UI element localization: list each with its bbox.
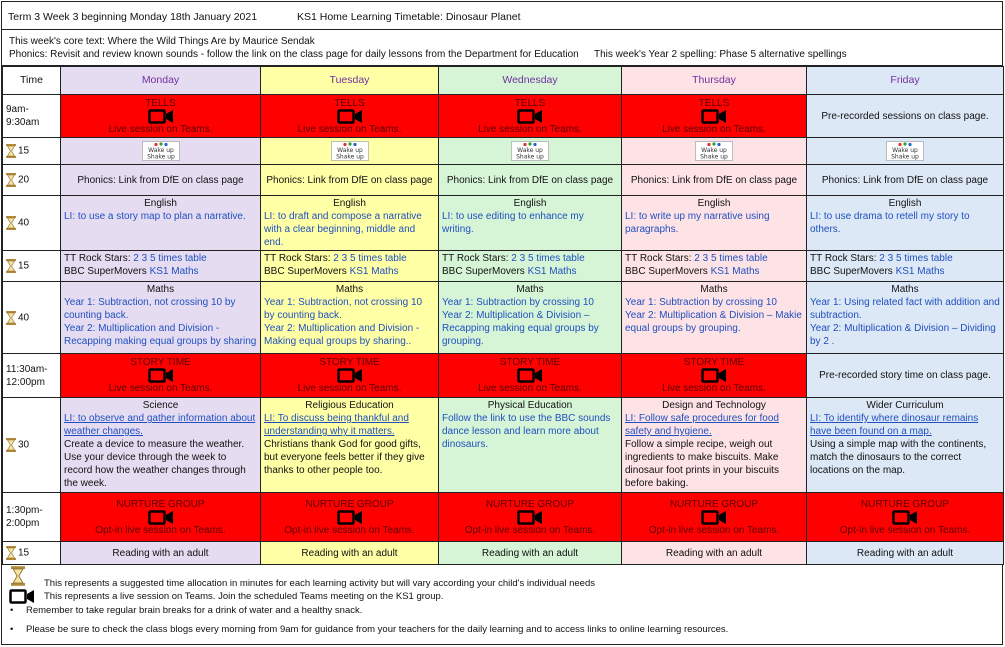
- subject-title: Physical Education: [487, 400, 573, 411]
- subject-title: Design and Technology: [662, 400, 766, 411]
- col-monday: Monday: [61, 67, 261, 95]
- wake-line1: Wake up: [892, 147, 918, 154]
- live-cell[interactable]: [622, 95, 807, 138]
- tt-link[interactable]: 2 3 5 times table: [879, 253, 953, 264]
- time-cell: 9am- 9:30am: [3, 95, 61, 138]
- video-camera-icon: [9, 589, 35, 604]
- live-title: TELLS: [514, 97, 546, 109]
- tt-cell: [261, 251, 439, 282]
- learning-intention: LI: to use drama to retell my story to others.: [810, 211, 970, 235]
- time-minutes: 40: [18, 217, 30, 229]
- hourglass-icon: [11, 566, 25, 586]
- live-note: Live session on Teams.: [108, 383, 213, 394]
- subject-title: Maths: [516, 284, 544, 295]
- bbc-label: BBC SuperMovers: [625, 266, 711, 277]
- activity-text: Using a simple map with the continents, match the dinosaurs to the correct locations on the map.: [810, 439, 987, 476]
- live-cell[interactable]: [61, 493, 261, 542]
- camera-note: This represents a live session on Teams. Join the scheduled Teams meeting on the KS1 group.: [44, 591, 444, 602]
- hourglass-note: This represents a suggested time allocation in minutes for each learning activity but will vary according your child's individual needs: [44, 578, 595, 589]
- live-note: Live session on Teams.: [478, 123, 582, 135]
- wake-up-cell[interactable]: [622, 138, 807, 165]
- col-time: Time: [3, 67, 61, 95]
- core-info: [2, 30, 1002, 66]
- subject-title: Maths: [146, 284, 175, 295]
- live-cell[interactable]: [261, 354, 439, 398]
- learning-intention-link[interactable]: LI: To identify where dinosaur remains have been found on a map.: [810, 413, 979, 437]
- col-friday: Friday: [807, 67, 1004, 95]
- wake-line2: Shake up: [516, 153, 544, 161]
- learning-intention: LI: to draft and compose a narrative with a clear beginning, middle and end.: [264, 211, 422, 248]
- live-note: Live session on Teams.: [108, 123, 213, 135]
- tt-cell: [61, 251, 261, 282]
- row-tells: [3, 95, 1004, 138]
- learning-intention: LI: to write up my narrative using paragraphs.: [625, 211, 770, 235]
- wake-line2: Shake up: [700, 153, 728, 161]
- video-camera-icon: [701, 510, 727, 525]
- phonics-wednesday[interactable]: Phonics: Link from DfE on class page: [439, 165, 622, 196]
- live-cell[interactable]: [439, 493, 622, 542]
- subject-title: Religious Education: [305, 400, 394, 411]
- video-camera-icon: [892, 510, 918, 525]
- pe-wednesday: [439, 398, 622, 493]
- col-wednesday: Wednesday: [439, 67, 622, 95]
- hourglass-icon: [6, 216, 16, 230]
- timetable-page: [1, 1, 1003, 645]
- live-title: NURTURE GROUP: [485, 498, 575, 510]
- live-cell[interactable]: [439, 354, 622, 398]
- reading-cell: Reading with an adult: [622, 542, 807, 565]
- maths-task: Year 1: Using related fact with addition and subtraction. Year 2: Multiplication & Division – Dividing by 2 .: [810, 297, 1000, 347]
- tt-label: TT Rock Stars:: [264, 253, 334, 264]
- hourglass-icon: [6, 259, 16, 273]
- row-wake-up: [3, 138, 1004, 165]
- learning-intention-link[interactable]: LI: to observe and gather information about weather changes.: [64, 413, 256, 437]
- footer-notes: [2, 566, 1002, 646]
- live-note: Live session on Teams.: [662, 383, 766, 394]
- subject-title: English: [888, 198, 922, 209]
- wake-line1: Wake up: [517, 147, 543, 154]
- bullet-brain-breaks: Remember to take regular brain breaks for a drink of water and a healthy snack.: [26, 605, 363, 616]
- wake-up-shake-up-logo: [886, 141, 924, 161]
- live-title: STORY TIME: [683, 357, 745, 368]
- time-cell: [3, 398, 61, 493]
- maths-friday: [807, 282, 1004, 354]
- learning-intention-link[interactable]: LI: To discuss being thankful and understanding why it matters.: [264, 413, 409, 437]
- subject-title: English: [697, 198, 731, 209]
- row-story-time: [3, 354, 1004, 398]
- maths-monday: [61, 282, 261, 354]
- core-text: This week's core text: Where the Wild Things Are by Maurice Sendak: [9, 36, 315, 47]
- time-cell: [3, 251, 61, 282]
- tt-link[interactable]: 2 3 5 times table: [694, 253, 768, 264]
- learning-intention: LI: to use editing to enhance my writing.: [442, 211, 584, 235]
- wake-up-cell[interactable]: [439, 138, 622, 165]
- wake-up-shake-up-logo: [331, 141, 369, 161]
- bullet-dot: •: [10, 624, 14, 635]
- bullet-class-blogs: Please be sure to check the class blogs every morning from 9am for guidance from your teachers for the daily learning and to access links to online learning resources.: [26, 624, 729, 635]
- live-title: TELLS: [145, 97, 176, 109]
- activity-text: Christians thank God for good gifts, but everyone feels better if they give thanks to other people too.: [264, 439, 425, 476]
- live-title: STORY TIME: [499, 357, 561, 368]
- video-camera-icon: [337, 510, 363, 525]
- video-camera-icon: [337, 368, 363, 383]
- live-title: NURTURE GROUP: [116, 498, 205, 510]
- learning-intention: LI: to use a story map to plan a narrative.: [64, 211, 246, 222]
- english-monday: [61, 196, 261, 251]
- wake-line2: Shake up: [335, 153, 364, 161]
- wake-up-shake-up-logo: [511, 141, 549, 161]
- hourglass-icon: [6, 546, 16, 560]
- wake-up-shake-up-logo: [695, 141, 733, 161]
- row-phonics: [3, 165, 1004, 196]
- english-thursday: [622, 196, 807, 251]
- hourglass-icon: [6, 173, 16, 187]
- reading-cell: Reading with an adult: [807, 542, 1004, 565]
- time-minutes: 40: [18, 312, 30, 324]
- live-title: STORY TIME: [130, 357, 191, 368]
- maths-wednesday: [439, 282, 622, 354]
- friday-prerecorded: Pre-recorded sessions on class page.: [807, 95, 1004, 138]
- tt-link[interactable]: 2 3 5 times table: [133, 253, 207, 264]
- wake-line2: Shake up: [146, 153, 175, 161]
- row-nurture-group: [3, 493, 1004, 542]
- live-title: NURTURE GROUP: [860, 498, 950, 510]
- time-cell: [3, 542, 61, 565]
- tt-label: TT Rock Stars:: [810, 253, 880, 264]
- maths-tuesday: [261, 282, 439, 354]
- time-minutes: 15: [18, 145, 30, 157]
- tt-link[interactable]: 2 3 5 times table: [333, 253, 407, 264]
- page-header: [2, 2, 1002, 30]
- live-note: Opt-in live session on Teams.: [284, 524, 415, 536]
- wake-up-cell[interactable]: [61, 138, 261, 165]
- subject-title: Wider Curriculum: [866, 400, 944, 411]
- live-note: Live session on Teams.: [297, 383, 402, 394]
- bbc-label: BBC SuperMovers: [264, 266, 350, 277]
- tt-label: TT Rock Stars:: [442, 253, 512, 264]
- reading-cell: Reading with an adult: [439, 542, 622, 565]
- bbc-link[interactable]: KS1 Maths: [149, 266, 199, 277]
- term-label: Term 3 Week 3 beginning Monday 18th January 2021: [8, 11, 258, 23]
- reading-cell: Reading with an adult: [261, 542, 439, 565]
- live-cell[interactable]: [61, 95, 261, 138]
- live-cell[interactable]: [807, 493, 1004, 542]
- learning-intention-link[interactable]: LI: Follow safe procedures for food safety and hygiene.: [625, 413, 779, 437]
- time-minutes: 20: [18, 174, 30, 186]
- wake-line2: Shake up: [891, 153, 919, 161]
- phonics-note: Phonics: Revisit and review known sounds - follow the link on the class page for daily lessons from the Department for Education: [9, 49, 579, 60]
- subject-title: Maths: [335, 284, 364, 295]
- header-row: [3, 67, 1004, 95]
- tt-cell: [439, 251, 622, 282]
- re-tuesday: [261, 398, 439, 493]
- phonics-thursday[interactable]: Phonics: Link from DfE on class page: [622, 165, 807, 196]
- live-cell[interactable]: [622, 354, 807, 398]
- page-title: KS1 Home Learning Timetable: Dinosaur Planet: [297, 11, 521, 23]
- spelling-note: This week's Year 2 spelling: Phase 5 alternative spellings: [594, 49, 847, 60]
- live-title: NURTURE GROUP: [305, 498, 394, 510]
- time-minutes: 15: [18, 260, 30, 272]
- live-cell[interactable]: [261, 95, 439, 138]
- maths-task: Year 1: Subtraction, not crossing 10 by counting back. Year 2: Multiplication and Division - Recapping making equal groups by sharing: [64, 297, 257, 347]
- wake-up-cell[interactable]: [807, 138, 1004, 165]
- live-note: Opt-in live session on Teams.: [839, 524, 971, 536]
- subject-title: English: [144, 198, 177, 209]
- video-camera-icon: [517, 109, 543, 124]
- tt-link[interactable]: 2 3 5 times table: [511, 253, 585, 264]
- tt-cell: [807, 251, 1004, 282]
- phonics-friday[interactable]: Phonics: Link from DfE on class page: [807, 165, 1004, 196]
- time-cell: [3, 196, 61, 251]
- hourglass-icon: [6, 144, 16, 158]
- col-tuesday: Tuesday: [261, 67, 439, 95]
- science-monday: [61, 398, 261, 493]
- bbc-link[interactable]: KS1 Maths: [349, 266, 399, 277]
- phonics-tuesday[interactable]: Phonics: Link from DfE on class page: [261, 165, 439, 196]
- video-camera-icon: [148, 510, 174, 525]
- live-note: Live session on Teams.: [478, 383, 582, 394]
- english-wednesday: [439, 196, 622, 251]
- subject-title: Maths: [700, 284, 728, 295]
- reading-cell: Reading with an adult: [61, 542, 261, 565]
- bbc-label: BBC SuperMovers: [442, 266, 528, 277]
- video-camera-icon: [701, 368, 727, 383]
- bbc-link[interactable]: KS1 Maths: [895, 266, 945, 277]
- bbc-label: BBC SuperMovers: [810, 266, 896, 277]
- bbc-label: BBC SuperMovers: [64, 266, 150, 277]
- live-title: TELLS: [698, 97, 730, 109]
- time-minutes: 30: [18, 439, 30, 451]
- video-camera-icon: [701, 109, 727, 124]
- time-cell: [3, 165, 61, 196]
- wake-line1: Wake up: [701, 147, 727, 154]
- video-camera-icon: [517, 510, 543, 525]
- live-cell[interactable]: [439, 95, 622, 138]
- video-camera-icon: [148, 368, 174, 383]
- col-thursday: Thursday: [622, 67, 807, 95]
- maths-task: Year 1: Subtraction by crossing 10 Year 2: Multiplication & Division – Recapping making equal groups by grouping.: [442, 297, 599, 347]
- hourglass-icon: [6, 311, 16, 325]
- subject-title: Maths: [891, 284, 919, 295]
- friday-prerecorded: Pre-recorded story time on class page.: [807, 354, 1004, 398]
- activity-text: Create a device to measure the weather. Use your device through the week to record how the weather changes through the week.: [64, 439, 246, 489]
- maths-task: Year 1: Subtraction by crossing 10 Year 2: Multiplication & Division – Makie equal groups by grouping.: [625, 297, 802, 334]
- time-cell: [3, 138, 61, 165]
- english-tuesday: [261, 196, 439, 251]
- row-times-tables: [3, 251, 1004, 282]
- activity-link[interactable]: Follow the link to use the BBC sounds dance lesson and learn more about dinosaurs.: [442, 413, 611, 450]
- live-cell[interactable]: [622, 493, 807, 542]
- time-cell: 1:30pm- 2:00pm: [3, 493, 61, 542]
- timetable-grid: [2, 66, 1004, 565]
- row-english: [3, 196, 1004, 251]
- video-camera-icon: [517, 368, 543, 383]
- dt-thursday: [622, 398, 807, 493]
- english-friday: [807, 196, 1004, 251]
- phonics-monday[interactable]: Phonics: Link from DfE on class page: [61, 165, 261, 196]
- wake-up-cell[interactable]: [261, 138, 439, 165]
- live-note: Opt-in live session on Teams.: [95, 524, 226, 536]
- live-title: NURTURE GROUP: [669, 498, 759, 510]
- live-note: Opt-in live session on Teams.: [464, 524, 596, 536]
- wake-line1: Wake up: [336, 147, 363, 154]
- row-reading: [3, 542, 1004, 565]
- maths-task: Year 1: Subtraction, not crossing 10 by counting back. Year 2: Multiplication and Division - Making equal groups by sharing..: [264, 297, 423, 347]
- maths-thursday: [622, 282, 807, 354]
- subject-title: Science: [142, 400, 179, 411]
- hourglass-icon: [6, 438, 16, 452]
- tt-label: TT Rock Stars:: [64, 253, 134, 264]
- live-cell[interactable]: [61, 354, 261, 398]
- wake-line1: Wake up: [147, 147, 174, 154]
- subject-title: English: [513, 198, 547, 209]
- bbc-link[interactable]: KS1 Maths: [710, 266, 760, 277]
- live-note: Live session on Teams.: [662, 123, 766, 135]
- live-title: STORY TIME: [319, 357, 380, 368]
- live-title: TELLS: [334, 97, 365, 109]
- tt-label: TT Rock Stars:: [625, 253, 695, 264]
- row-maths: [3, 282, 1004, 354]
- row-curriculum: [3, 398, 1004, 493]
- live-note: Opt-in live session on Teams.: [648, 524, 780, 536]
- time-minutes: 15: [18, 547, 30, 559]
- time-cell: 11:30am- 12:00pm: [3, 354, 61, 398]
- activity-text: Follow a simple recipe, weigh out ingredients to make biscuits. Make dinosaur foot prints in your biscuits before baking.: [625, 439, 779, 489]
- tt-cell: [622, 251, 807, 282]
- bbc-link[interactable]: KS1 Maths: [527, 266, 577, 277]
- live-cell[interactable]: [261, 493, 439, 542]
- wider-curriculum-friday: [807, 398, 1004, 493]
- bullet-dot: •: [10, 605, 14, 616]
- live-note: Live session on Teams.: [297, 123, 402, 135]
- wake-up-shake-up-logo: [142, 141, 180, 161]
- subject-title: English: [333, 198, 366, 209]
- time-cell: [3, 282, 61, 354]
- video-camera-icon: [148, 109, 174, 124]
- video-camera-icon: [337, 109, 363, 124]
